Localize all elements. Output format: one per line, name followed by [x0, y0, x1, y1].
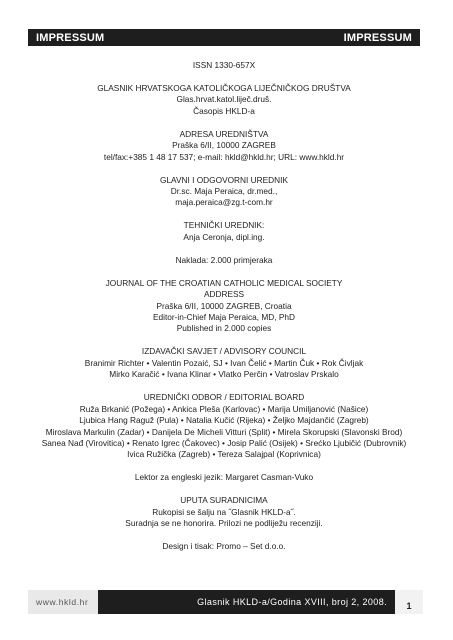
impressum-line: Published in 2.000 copies [176, 323, 272, 334]
impressum-line: GLASNIK HRVATSKOGA KATOLIČKOGA LIJEČNIČKOG DRUŠTVA [97, 83, 351, 93]
impressum-line: JOURNAL OF THE CROATIAN CATHOLIC MEDICAL SOCIETY [105, 277, 343, 288]
impressum-line: Suradnja se ne honorira. Prilozi ne podliježu recenziji. [125, 518, 323, 529]
impressum-line: Ljubica Hang Raguž (Pula) • Natalia Kučić (Rijeka) • Željko Majdančić (Zagreb) [79, 415, 369, 426]
impressum-line: Dr.sc. Maja Peraica, dr.med., [170, 186, 278, 197]
impressum-line: Mirko Karačić • Ivana Klinar • Vlatko Perčin • Vatroslav Prskalo [109, 369, 339, 380]
impressum-block [28, 129, 420, 163]
impressum-block [28, 278, 420, 335]
impressum-line: Lektor za engleski jezik: Margaret Casman-Vuko [134, 472, 314, 483]
header-title-right: IMPRESSUM [343, 31, 412, 44]
impressum-block [28, 346, 420, 380]
impressum-block [28, 495, 420, 529]
impressum-line: Naklada: 2.000 primjeraka [175, 254, 273, 265]
impressum-block [28, 175, 420, 209]
impressum-line: GLAVNI I ODGOVORNI UREDNIK [159, 174, 288, 185]
impressum-line: Praška 6/II, 10000 ZAGREB [172, 140, 276, 151]
impressum-line: TEHNIČKI UREDNIK: [183, 220, 265, 231]
impressum-line: ADDRESS [203, 289, 245, 300]
impressum-line: Miroslava Markulin (Zadar) • Danijela De Micheli Vitturi (Split) • Mirela Skorupski (Slavonski Brod) [45, 426, 403, 437]
impressum-line: Rukopisi se šalju na ˝Glasnik HKLD-a˝. [152, 506, 296, 517]
impressum-line: Branimir Richter • Valentin Pozaić, SJ • Ivan Čelić • Martin Čuk • Rok Čivljak [84, 357, 364, 368]
impressum-line: UREDNIČKI ODBOR / EDITORIAL BOARD [143, 392, 305, 403]
impressum-line: UPUTA SURADNICIMA [180, 495, 268, 506]
impressum-line: ISSN 1330-657X [192, 60, 256, 70]
impressum-block [28, 220, 420, 243]
impressum-line: Anja Ceronja, dipl.ing. [183, 231, 265, 242]
impressum-line: ADRESA UREDNIŠTVA [179, 128, 269, 139]
impressum-line: Časopis HKLD-a [193, 105, 255, 116]
impressum-block [28, 392, 420, 460]
impressum-line: tel/fax:+385 1 48 17 537; e-mail: hkld@hkld.hr; URL: www.hkld.hr [103, 151, 345, 162]
impressum-content [28, 60, 420, 564]
page-header [28, 29, 420, 46]
footer-journal-text: Glasnik HKLD-a/Godina XVIII, broj 2, 2008. [197, 597, 387, 607]
impressum-block [28, 472, 420, 483]
footer-journal-info [98, 590, 395, 614]
impressum-line: Praška 6/II, 10000 ZAGREB, Croatia [156, 300, 292, 311]
impressum-line: Design i tisak: Promo – Set d.o.o. [162, 541, 286, 552]
footer-url: www.hkld.hr [28, 590, 98, 614]
impressum-block [28, 60, 420, 71]
impressum-block [28, 255, 420, 266]
impressum-line: Ivica Ružička (Zagreb) • Tereza Salajpal (Koprivnica) [127, 449, 321, 460]
impressum-line: maja.peraica@zg.t-com.hr [175, 197, 273, 208]
impressum-line: Ruža Brkanić (Požega) • Ankica Pleša (Karlovac) • Marija Umiljanović (Našice) [79, 403, 369, 414]
page-number: 1 [395, 590, 423, 614]
impressum-line: Sanea Nađ (Virovitica) • Renato Igrec (Čakovec) • Josip Palić (Osijek) • Srećko Ljubičić (Dubrovnik) [41, 437, 407, 448]
header-title-left: IMPRESSUM [36, 31, 105, 44]
impressum-line: Editor-in-Chief Maja Peraica, MD, PhD [152, 312, 295, 323]
impressum-block [28, 541, 420, 552]
impressum-line: IZDAVAČKI SAVJET / ADVISORY COUNCIL [141, 346, 307, 357]
impressum-line: Glas.hrvat.katol.liječ.druš. [176, 94, 272, 105]
impressum-block [28, 83, 420, 117]
